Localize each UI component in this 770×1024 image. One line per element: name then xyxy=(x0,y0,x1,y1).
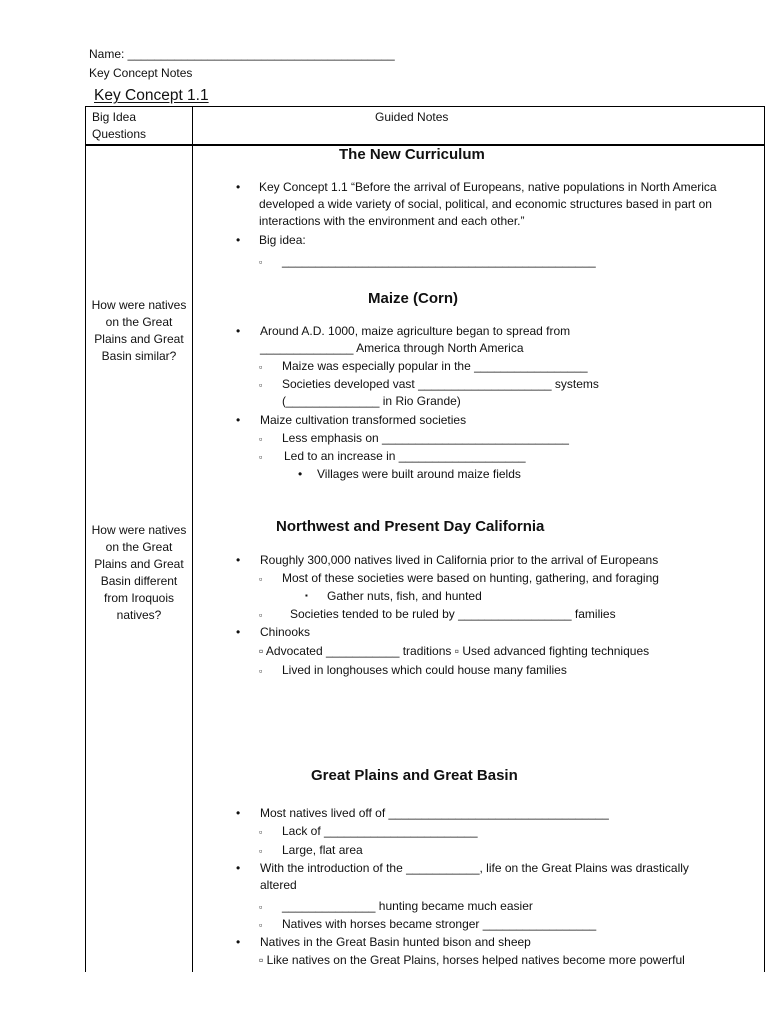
square-bullet-icon: ▫ xyxy=(259,827,263,837)
note-great-basin-hunted: Natives in the Great Basin hunted bison and sheep xyxy=(260,935,531,949)
bullet-icon: • xyxy=(236,413,241,427)
table-right-border xyxy=(764,106,765,972)
section-title-northwest: Northwest and Present Day California xyxy=(276,518,545,535)
note-large-flat-area: Large, flat area xyxy=(282,843,363,857)
bullet-icon: • xyxy=(236,324,241,338)
table-top-border xyxy=(85,106,765,107)
note-chinooks-traditions: ▫ Advocated ___________ traditions ▫ Used advanced fighting techniques xyxy=(259,644,650,658)
name-field-line: Name: ________________________________________ xyxy=(89,47,395,61)
square-bullet-icon: ▫ xyxy=(259,452,263,462)
note-key-concept-quote: Key Concept 1.1 “Before the arrival of Europeans, native populations in North America developed a wide variety of social, political, and economic structures based in part on interactions with the environment and each other.” xyxy=(259,180,717,228)
bullet-icon: • xyxy=(236,180,241,194)
note-introduction-of: With the introduction of the ___________, life on the Great Plains was drastically altered xyxy=(260,861,689,892)
note-hunting-easier: ______________ hunting became much easier xyxy=(282,899,533,913)
bullet-icon: • xyxy=(298,467,303,481)
note-less-emphasis: Less emphasis on ____________________________ xyxy=(282,431,569,445)
note-maize-systems: Societies developed vast ____________________ systems (______________ in Rio Grande) xyxy=(282,377,599,408)
bullet-icon: • xyxy=(236,806,241,820)
doc-title: Key Concept 1.1 xyxy=(94,87,209,104)
note-maize-transformed: Maize cultivation transformed societies xyxy=(260,413,467,427)
square-bullet-icon: ▫ xyxy=(259,380,263,390)
note-horses-stronger: Natives with horses became stronger _________________ xyxy=(282,917,597,931)
square-bullet-icon: ▫ xyxy=(259,434,263,444)
bullet-icon: • xyxy=(236,625,241,639)
square-bullet-icon: ▫ xyxy=(259,574,263,584)
note-lack-of: Lack of _______________________ xyxy=(282,824,478,838)
note-maize-spread: Around A.D. 1000, maize agriculture began to spread from ______________ America through North America xyxy=(260,324,571,355)
note-california-population: Roughly 300,000 natives lived in California prior to the arrival of Europeans xyxy=(260,553,659,567)
note-increase-in: Led to an increase in ___________________ xyxy=(284,449,526,463)
section-title-maize: Maize (Corn) xyxy=(368,290,458,307)
note-horses-powerful: ▫ Like natives on the Great Plains, horses helped natives become more powerful xyxy=(259,953,685,967)
note-gather-nuts: Gather nuts, fish, and hunted xyxy=(327,589,482,603)
square-bullet-icon: ▫ xyxy=(259,610,263,620)
col-header-guided-notes: Guided Notes xyxy=(375,110,449,124)
bullet-icon: • xyxy=(236,553,241,567)
note-maize-popular: Maize was especially popular in the _________________ xyxy=(282,359,588,373)
question-different: How were natives on the Great Plains and Great Basin different from Iroquois natives? xyxy=(91,523,187,622)
table-column-divider xyxy=(192,106,193,972)
small-dot-icon: ▪ xyxy=(305,591,308,600)
doc-subtitle: Key Concept Notes xyxy=(89,66,193,80)
note-big-idea: Big idea: xyxy=(259,233,306,247)
square-bullet-icon: ▫ xyxy=(259,902,263,912)
section-title-great-plains: Great Plains and Great Basin xyxy=(311,767,518,784)
square-bullet-icon: ▫ xyxy=(259,666,263,676)
note-villages: Villages were built around maize fields xyxy=(317,467,521,481)
note-ruled-by-families: Societies tended to be ruled by _________________ families xyxy=(290,607,616,621)
note-lived-off-of: Most natives lived off of _________________________________ xyxy=(260,806,609,820)
bullet-icon: • xyxy=(236,861,241,875)
bullet-icon: • xyxy=(236,935,241,949)
note-hunting-gathering: Most of these societies were based on hunting, gathering, and foraging xyxy=(282,571,659,585)
note-chinooks: Chinooks xyxy=(260,625,311,639)
note-longhouses: Lived in longhouses which could house many families xyxy=(282,663,567,677)
section-title-new-curriculum: The New Curriculum xyxy=(339,146,485,163)
square-bullet-icon: ▫ xyxy=(259,846,263,856)
bullet-icon: • xyxy=(236,233,241,247)
col-header-big-idea: Big Idea Questions xyxy=(92,110,147,141)
square-bullet-icon: ▫ xyxy=(259,257,263,267)
note-big-idea-blank: _______________________________________________ xyxy=(282,254,596,268)
square-bullet-icon: ▫ xyxy=(259,362,263,372)
question-similar: How were natives on the Great Plains and Great Basin similar? xyxy=(91,298,187,363)
square-bullet-icon: ▫ xyxy=(259,920,263,930)
